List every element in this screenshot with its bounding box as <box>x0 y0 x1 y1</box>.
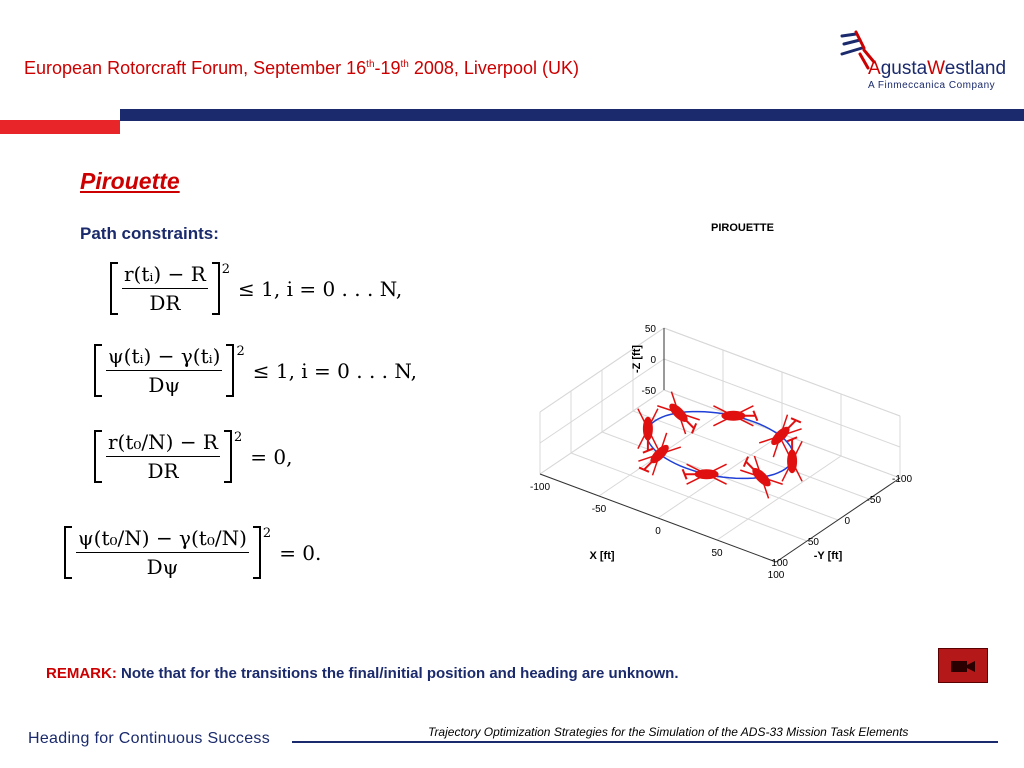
equation-numerator: ψ(tᵢ) − γ(tᵢ) <box>106 344 222 371</box>
y-tick-label: -50 <box>591 504 607 515</box>
equation-4 <box>64 526 321 579</box>
equation-numerator: ψ(t₀/N) − γ(t₀/N) <box>76 526 249 553</box>
equation-numerator: r(tᵢ) − R <box>122 262 208 289</box>
logo-wordmark <box>868 58 1006 80</box>
header-divider-navy <box>120 109 1024 121</box>
equation-tail: = 0. <box>279 540 322 565</box>
equation-tail: ≤ 1, i = 0 . . . N, <box>252 358 417 383</box>
header-divider-red <box>0 120 120 134</box>
equation-exponent: 2 <box>234 430 243 445</box>
helicopter-icon <box>782 437 802 481</box>
x-tick-label: 0 <box>844 516 850 527</box>
pirouette-3d-chart <box>470 240 990 600</box>
path-constraints-label: Path constraints: <box>80 224 219 243</box>
header-sup-1: th <box>366 59 375 70</box>
section-title: Pirouette <box>80 168 180 194</box>
equation-exponent: 2 <box>236 344 245 359</box>
logo-letter-w: W <box>927 58 945 79</box>
equation-denominator: Dψ <box>148 373 181 397</box>
x-tick-label: 100 <box>771 558 788 569</box>
trajectory-line <box>647 412 794 479</box>
footer-paper-title: Trajectory Optimization Strategies for the Simulation of the ADS-33 Mission Task Elements <box>428 725 909 739</box>
helicopter-icon <box>683 464 727 484</box>
chart-title: PIROUETTE <box>711 222 774 234</box>
x-tick-label: 50 <box>807 537 819 548</box>
logo-letter-a: A <box>868 58 881 79</box>
z-tick-label: -50 <box>641 386 656 397</box>
equation-numerator: r(t₀/N) − R <box>106 430 220 457</box>
video-camera-icon <box>950 658 976 674</box>
equation-denominator: Dψ <box>146 555 179 579</box>
y-tick-label: 50 <box>711 548 723 559</box>
logo-tagline: A Finmeccanica Company <box>868 80 996 91</box>
header-title <box>24 58 579 79</box>
remark-label: REMARK: <box>46 665 117 682</box>
video-play-button[interactable] <box>938 648 988 683</box>
y-axis-line <box>540 474 776 562</box>
equation-bracket <box>94 430 232 483</box>
equation-bracket <box>110 262 220 315</box>
equation-bracket <box>94 344 234 397</box>
y-tick-label: 100 <box>767 570 785 581</box>
z-axis-label: -Z [ft] <box>631 344 643 374</box>
equation-denominator: DR <box>147 459 179 483</box>
header-sup-2: th <box>400 59 409 70</box>
footer-divider <box>292 741 998 743</box>
equation-tail: ≤ 1, i = 0 . . . N, <box>238 276 403 301</box>
remark-body: Note that for the transitions the final/initial position and heading are unknown. <box>116 665 679 682</box>
y-tick-label: 0 <box>655 526 661 537</box>
x-tick-label: -100 <box>891 474 912 485</box>
equation-denominator: DR <box>149 291 181 315</box>
x-tick-label: -50 <box>866 495 881 506</box>
header-title-part3: 2008, Liverpool (UK) <box>408 58 579 78</box>
header-title-part2: -19 <box>374 58 401 78</box>
equation-bracket <box>64 526 261 579</box>
x-axis-label: X [ft] <box>589 550 615 562</box>
y-tick-label: -100 <box>529 482 551 493</box>
equation-1 <box>110 262 402 315</box>
equation-exponent: 2 <box>262 526 272 541</box>
z-tick-label: 0 <box>650 355 656 366</box>
y-axis-label: -Y [ft] <box>813 550 843 562</box>
remark-text <box>46 665 679 682</box>
grid-line <box>717 456 841 540</box>
equation-2 <box>94 344 417 397</box>
equation-tail: = 0, <box>250 444 293 469</box>
logo-gusta: gusta <box>880 58 928 79</box>
header-title-part1: European Rotorcraft Forum, September 16 <box>24 58 367 78</box>
equation-exponent: 2 <box>221 262 231 277</box>
logo-estland: estland <box>944 58 1007 79</box>
z-tick-label: 50 <box>644 324 656 335</box>
equation-3 <box>94 430 292 483</box>
footer-slogan: Heading for Continuous Success <box>28 730 271 747</box>
